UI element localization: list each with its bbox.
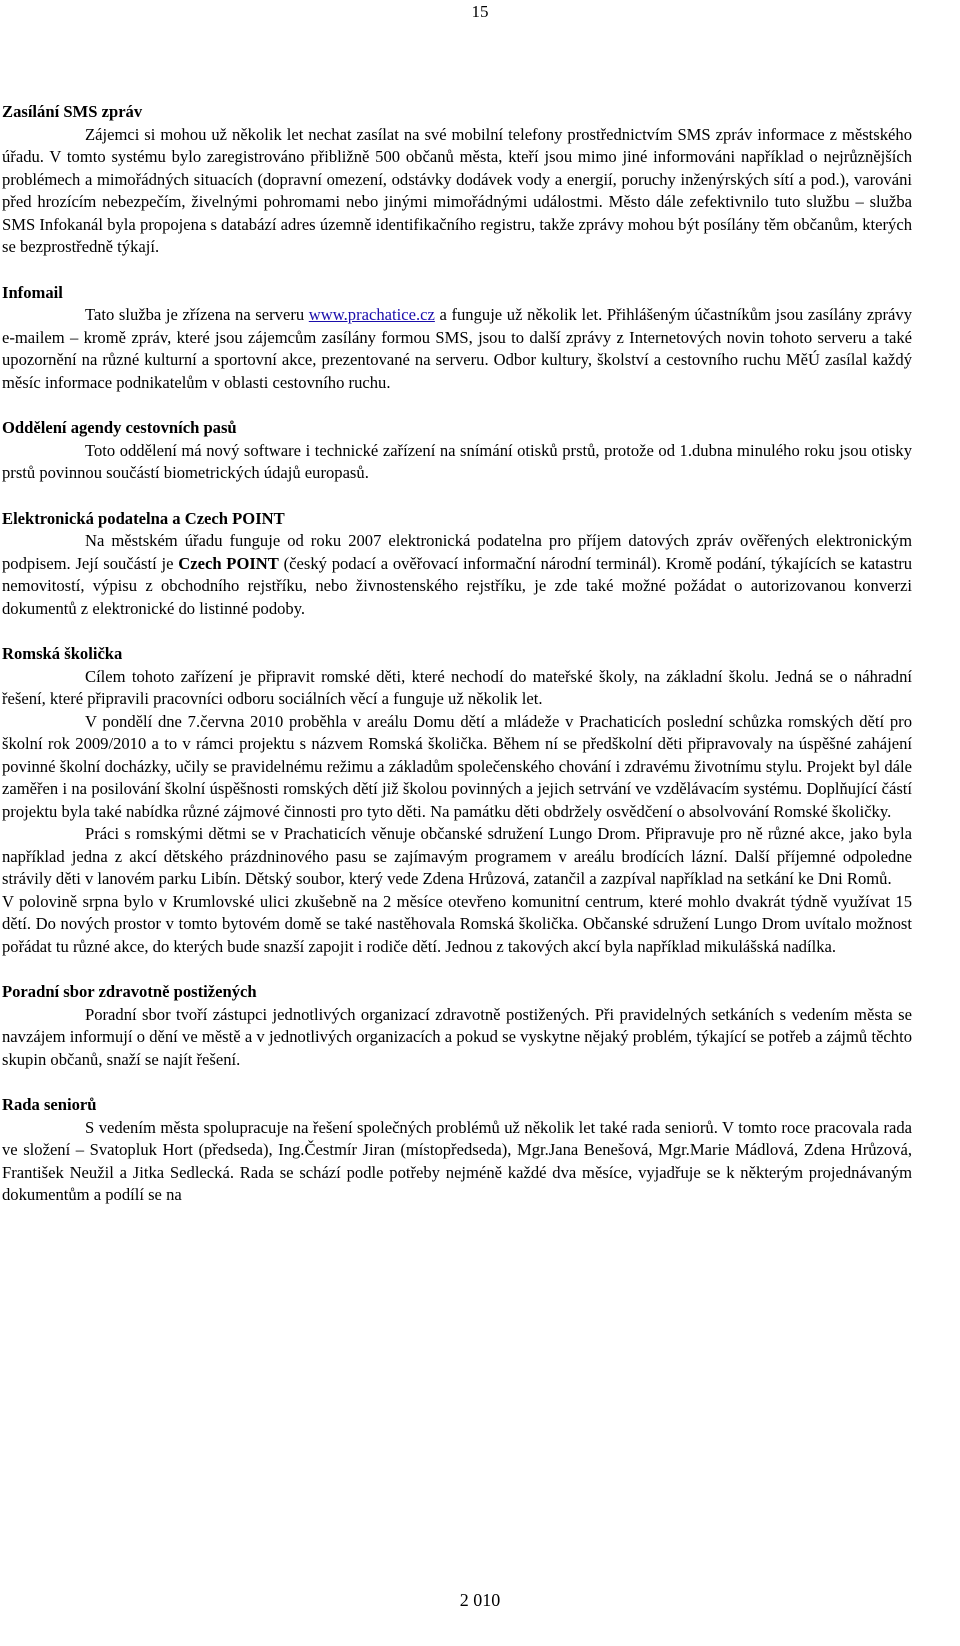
paragraph: Zájemci si mohou už několik let nechat zasílat na své mobilní telefony prostřednictvím SMS zpráv informace z městského úřadu. V tomto systému bylo zaregistrováno přibližně 500 občanů města, kteří jsou mimo jiné informováni například o nejrůznějších problémech a mimořádných situacích (dopravní omezení, odstávky dodávek vody a energií, poruchy inženýrských sítí a pod.), varováni před hrozícím nebezpečím, živelnými pohromami nebo jinými mimořádnými událostmi. Město dále zefektivnilo tuto službu – služba SMS Infokanál byla propojena s databází adres územně identifikačního registru, takže zprávy mohou být posílány těm občanům, kterých se bezprostředně týkají. (2, 124, 912, 256)
section-heading: Poradní sbor zdravotně postižených (2, 982, 257, 1001)
section-heading: Infomail (2, 282, 63, 302)
paragraph: Práci s romskými dětmi se v Prachaticích věnuje občanské sdružení Lungo Drom. Připravuje pro ně různé akce, jako byla například jedna z akcí dětského prázdninového pasu se zajímavým programem v areálu brodících lázní. Další příjemné odpoledne strávily děti v lanovém parku Libín. Dětský soubor, který vede Zdena Hrůzová, zatančil a zazpíval například na setkání ke Dni Romů. (2, 824, 912, 888)
paragraph-text: Tato služba je zřízena na serveru (85, 305, 309, 324)
paragraph: V polovině srpna bylo v Krumlovské ulici zkušebně na 2 měsíce otevřeno komunitní centrum, které mohlo dvakrát týdně využívat 15 dětí. Do nových prostor v tomto bytovém domě se také nastěhovala Romská školička. Občanské sdružení Lungo Drom uvítalo možnost pořádat tu různé akce, do kterých bude snazší zapojit i rodiče dětí. Jednou z takových akcí byla například mikulášská nadílka. (2, 891, 912, 956)
section-infomail (2, 282, 912, 395)
paragraph: Toto oddělení má nový software i technické zařízení na snímání otisků prstů, protože od 1.dubna minulého roku jsou otisky prstů povinnou součástí biometrických údajů europasů. (2, 440, 912, 482)
server-link[interactable]: www.prachatice.cz (308, 305, 435, 324)
section-heading: Rada seniorů (2, 1095, 97, 1114)
paragraph-text: (český podací a ověřovací informační národní terminál). Kromě podání, týkajících se katastru nemovitostí, výpisu z obchodního rejstříku, nebo živnostenského rejstříku, je zde také možné požádat o autorizovanou konverzi dokumentů z elektronické do listinné podoby. (2, 553, 913, 618)
paragraph-text: a funguje už několik let. Přihlášeným účastníkům jsou zasílány zprávy e-mailem – kromě zpráv, které jsou zájemcům zasílány formou SMS, jsou to další zprávy z Internetových novin tohoto serveru a také upozornění na různé kulturní a sportovní akce, prezentované na serveru. Odbor kultury, školství a cestovního ruchu MěÚ zasílal každý měsíc informace podnikatelům v oblasti cestovního ruchu. (2, 305, 912, 392)
section-disabled (2, 981, 912, 1071)
paragraph (2, 304, 912, 394)
section-heading: Romská školička (2, 644, 123, 663)
section-sms (2, 101, 912, 259)
bold-term: Czech POINT (178, 553, 279, 573)
paragraph (2, 530, 912, 620)
section-roma (2, 643, 912, 958)
section-heading: Oddělení agendy cestovních pasů (2, 418, 237, 437)
page-number: 15 (471, 2, 489, 21)
paragraph: S vedením města spolupracuje na řešení společných problémů už několik let také rada seniorů. V tomto roce pracovala rada ve složení – Svatopluk Hort (předseda), Ing.Čestmír Jiran (místopředseda), Mgr.Jana Benešová, Mgr.Marie Mádlová, Zdena Hrůzová, František Neužil a Jitka Sedlecká. Rada se schází podle potřeby nejméně každé dva měsíce, vyjadřuje se k některým projednávaným dokumentům a podílí se na (2, 1117, 912, 1204)
paragraph-text: Na městském úřadu funguje od roku 2007 elektronická podatelna pro příjem datových zpráv ověřených elektronickým podpisem. Její součástí je (2, 531, 912, 573)
section-heading: Zasílání SMS zpráv (2, 102, 143, 121)
section-passports (2, 417, 912, 485)
page-footer: 2 010 (459, 1590, 501, 1610)
paragraph: Cílem tohoto zařízení je připravit romské děti, které nechodí do mateřské školy, na základní školu. Jedná se o náhradní řešení, které připravili pracovníci odboru sociálních věcí a funguje už několik let. (2, 666, 912, 708)
paragraph: V pondělí dne 7.června 2010 proběhla v areálu Domu dětí a mládeže v Prachaticích poslední schůzka romských dětí pro školní rok 2009/2010 a to v rámci projektu s názvem Romská školička. Během ní se předškolní děti připravovaly na úspěšné zahájení povinné školní docházky, učily se pravidelnému režimu a základům společenského chování i zdravému životnímu stylu. Projekt byl dále zaměřen i na posilování školní úspěšnosti romských dětí již školou povinných a jejich setrvání ve vzdělávacím systému. Doplňující částí projektu byla také nabídka různé zájmové činnosti pro tyto děti. Na památku děti obdržely osvědčení o absolvování Romské školičky. (2, 711, 912, 821)
document-body (2, 101, 912, 1230)
section-seniors (2, 1094, 912, 1207)
section-heading: Elektronická podatelna a Czech POINT (2, 508, 285, 528)
paragraph: Poradní sbor tvoří zástupci jednotlivých organizací zdravotně postižených. Při pravidelných setkáních s vedením města se navzájem informují o dění ve městě a v jednotlivých organizacích a pokud se vyskytne nějaký problém, týkající se potřeb a zájmů těchto skupin občanů, snaží se najít řešení. (2, 1004, 912, 1069)
section-czechpoint (2, 508, 912, 621)
